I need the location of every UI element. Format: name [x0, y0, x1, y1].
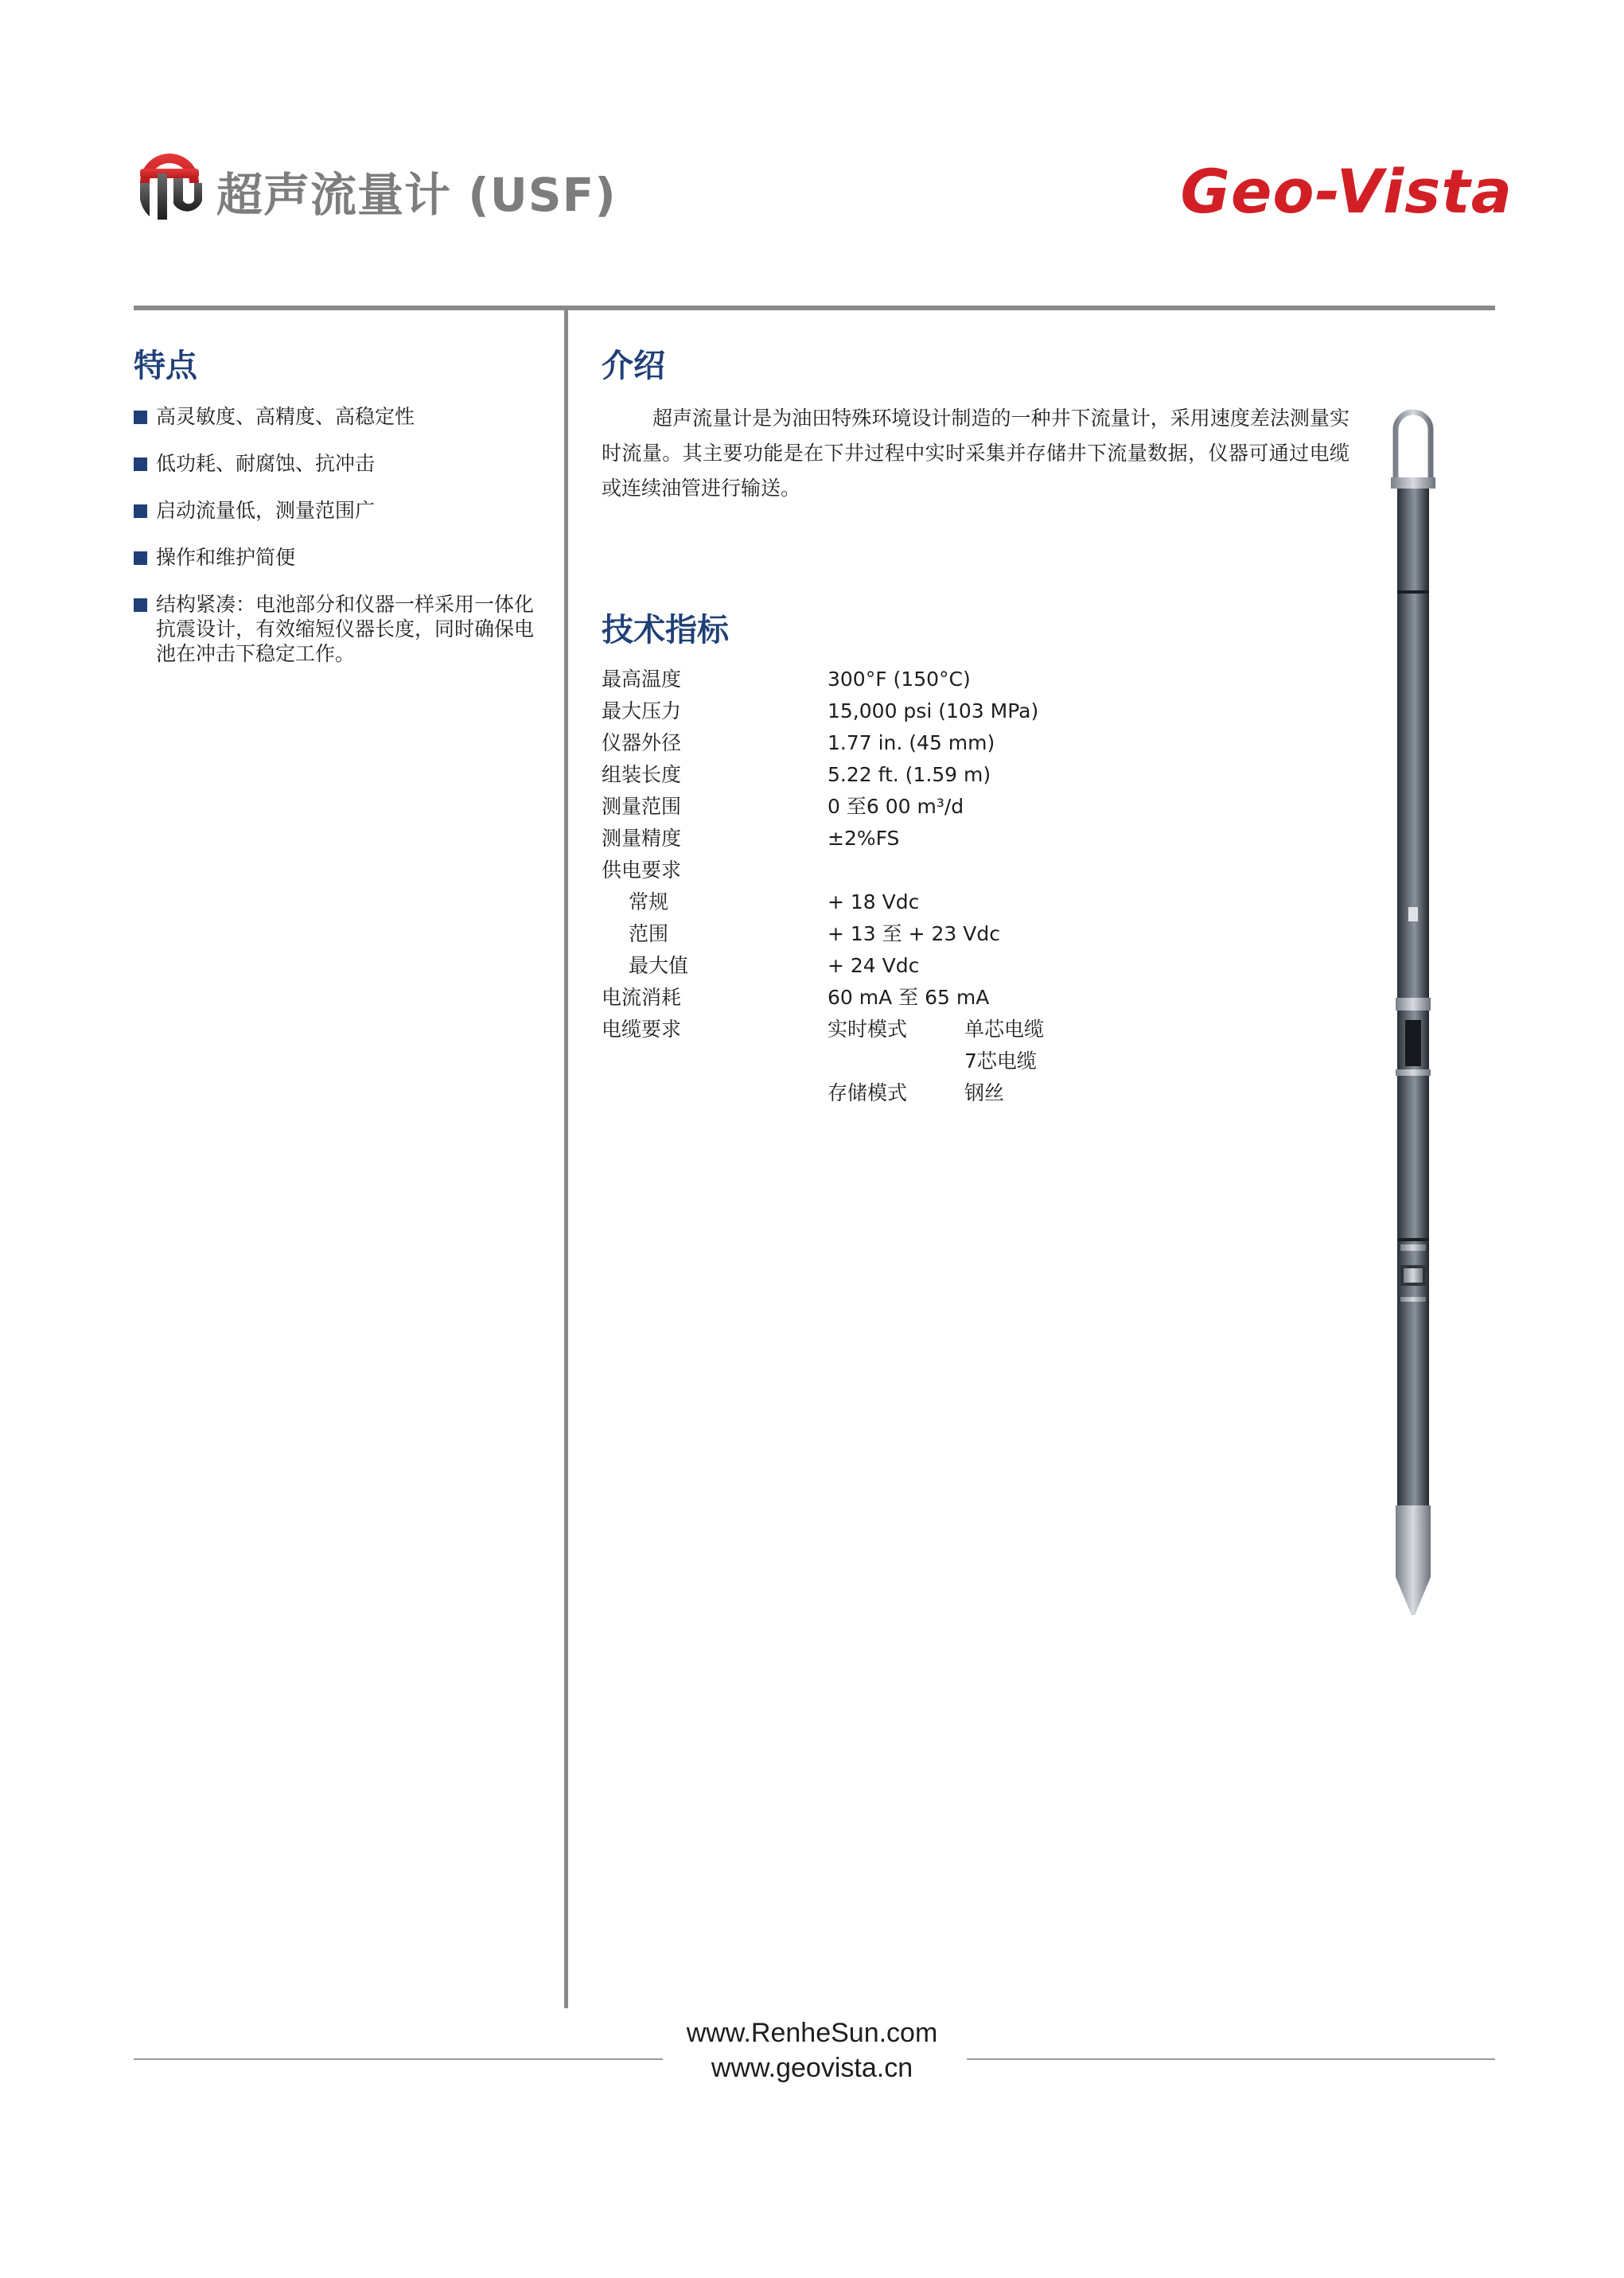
header-divider: [134, 306, 1495, 310]
footer-website-link[interactable]: www.RenheSun.com: [686, 2018, 938, 2048]
features-heading: 特点: [134, 348, 197, 384]
spec-value: + 13 至 + 23 Vdc: [828, 922, 1000, 945]
spec-value: 60 mA 至 65 mA: [828, 986, 990, 1009]
brand-logo-text: Geo-Vista: [1180, 156, 1513, 227]
flowmeter-tool-image: [1381, 407, 1445, 1617]
square-bullet-icon: [134, 458, 147, 471]
feature-text: 启动流量低，测量范围广: [156, 499, 376, 522]
feature-text: 结构紧凑：电池部分和仪器一样采用一体化抗震设计，有效缩短仪器长度，同时确保电池在冲击下稳定工作。: [156, 593, 535, 665]
feature-text: 低功耗、耐腐蚀、抗冲击: [156, 452, 376, 475]
square-bullet-icon: [134, 411, 147, 424]
spec-value: 1.77 in. (45 mm): [828, 731, 995, 754]
features-list: [134, 404, 539, 688]
feature-item: [134, 545, 539, 570]
document-title: 超声流量计 (USF): [216, 168, 617, 222]
footer-website-link[interactable]: www.geovista.cn: [711, 2053, 913, 2083]
spec-label: 最大值: [629, 954, 689, 977]
spec-value: + 24 Vdc: [828, 954, 920, 977]
spec-label: 仪器外径: [602, 731, 682, 754]
spec-label: 组装长度: [602, 763, 682, 786]
feature-text: 高灵敏度、高精度、高稳定性: [156, 405, 415, 428]
company-logo: [134, 151, 205, 223]
spec-value-detail: 单芯电缆: [964, 1018, 1045, 1041]
square-bullet-icon: [134, 504, 147, 518]
spec-value: ±2%FS: [828, 827, 900, 850]
spec-value: 5.22 ft. (1.59 m): [828, 763, 991, 786]
feature-item: [134, 451, 539, 476]
spec-value: 0 至6 00 m³/d: [828, 795, 964, 818]
feature-item: [134, 498, 539, 523]
square-bullet-icon: [134, 598, 147, 612]
spec-value: 实时模式: [828, 1018, 908, 1041]
spec-value-detail: 7芯电缆: [964, 1049, 1037, 1073]
spec-label: 测量范围: [602, 795, 682, 818]
spec-label: 范围: [629, 922, 669, 945]
spec-label: 最高温度: [602, 668, 682, 691]
feature-item: [134, 592, 539, 666]
spec-value: 15,000 psi (103 MPa): [828, 699, 1039, 722]
feature-item: [134, 404, 539, 429]
spec-label: 常规: [629, 890, 669, 913]
intro-paragraph: 超声流量计是为油田特殊环境设计制造的一种井下流量计，采用速度差法测量实时流量。其主要功能是在下井过程中实时采集并存储井下流量数据，仪器可通过电缆或连续油管进行输送。: [602, 407, 1349, 500]
feature-text: 操作和维护简便: [156, 546, 296, 569]
spec-value-detail: 钢丝: [964, 1081, 1005, 1104]
spec-value: + 18 Vdc: [828, 890, 920, 913]
spec-label: 电流消耗: [602, 986, 682, 1009]
specs-heading: 技术指标: [602, 612, 729, 648]
spec-label: 电缆要求: [602, 1018, 682, 1041]
spec-label: 供电要求: [602, 859, 682, 882]
spec-value: 300°F (150°C): [828, 668, 971, 691]
column-divider: [564, 306, 568, 2008]
intro-heading: 介绍: [602, 348, 665, 384]
spec-label: 测量精度: [602, 827, 682, 850]
square-bullet-icon: [134, 551, 147, 565]
spec-label: 最大压力: [602, 699, 682, 722]
spec-value: 存储模式: [828, 1081, 908, 1104]
